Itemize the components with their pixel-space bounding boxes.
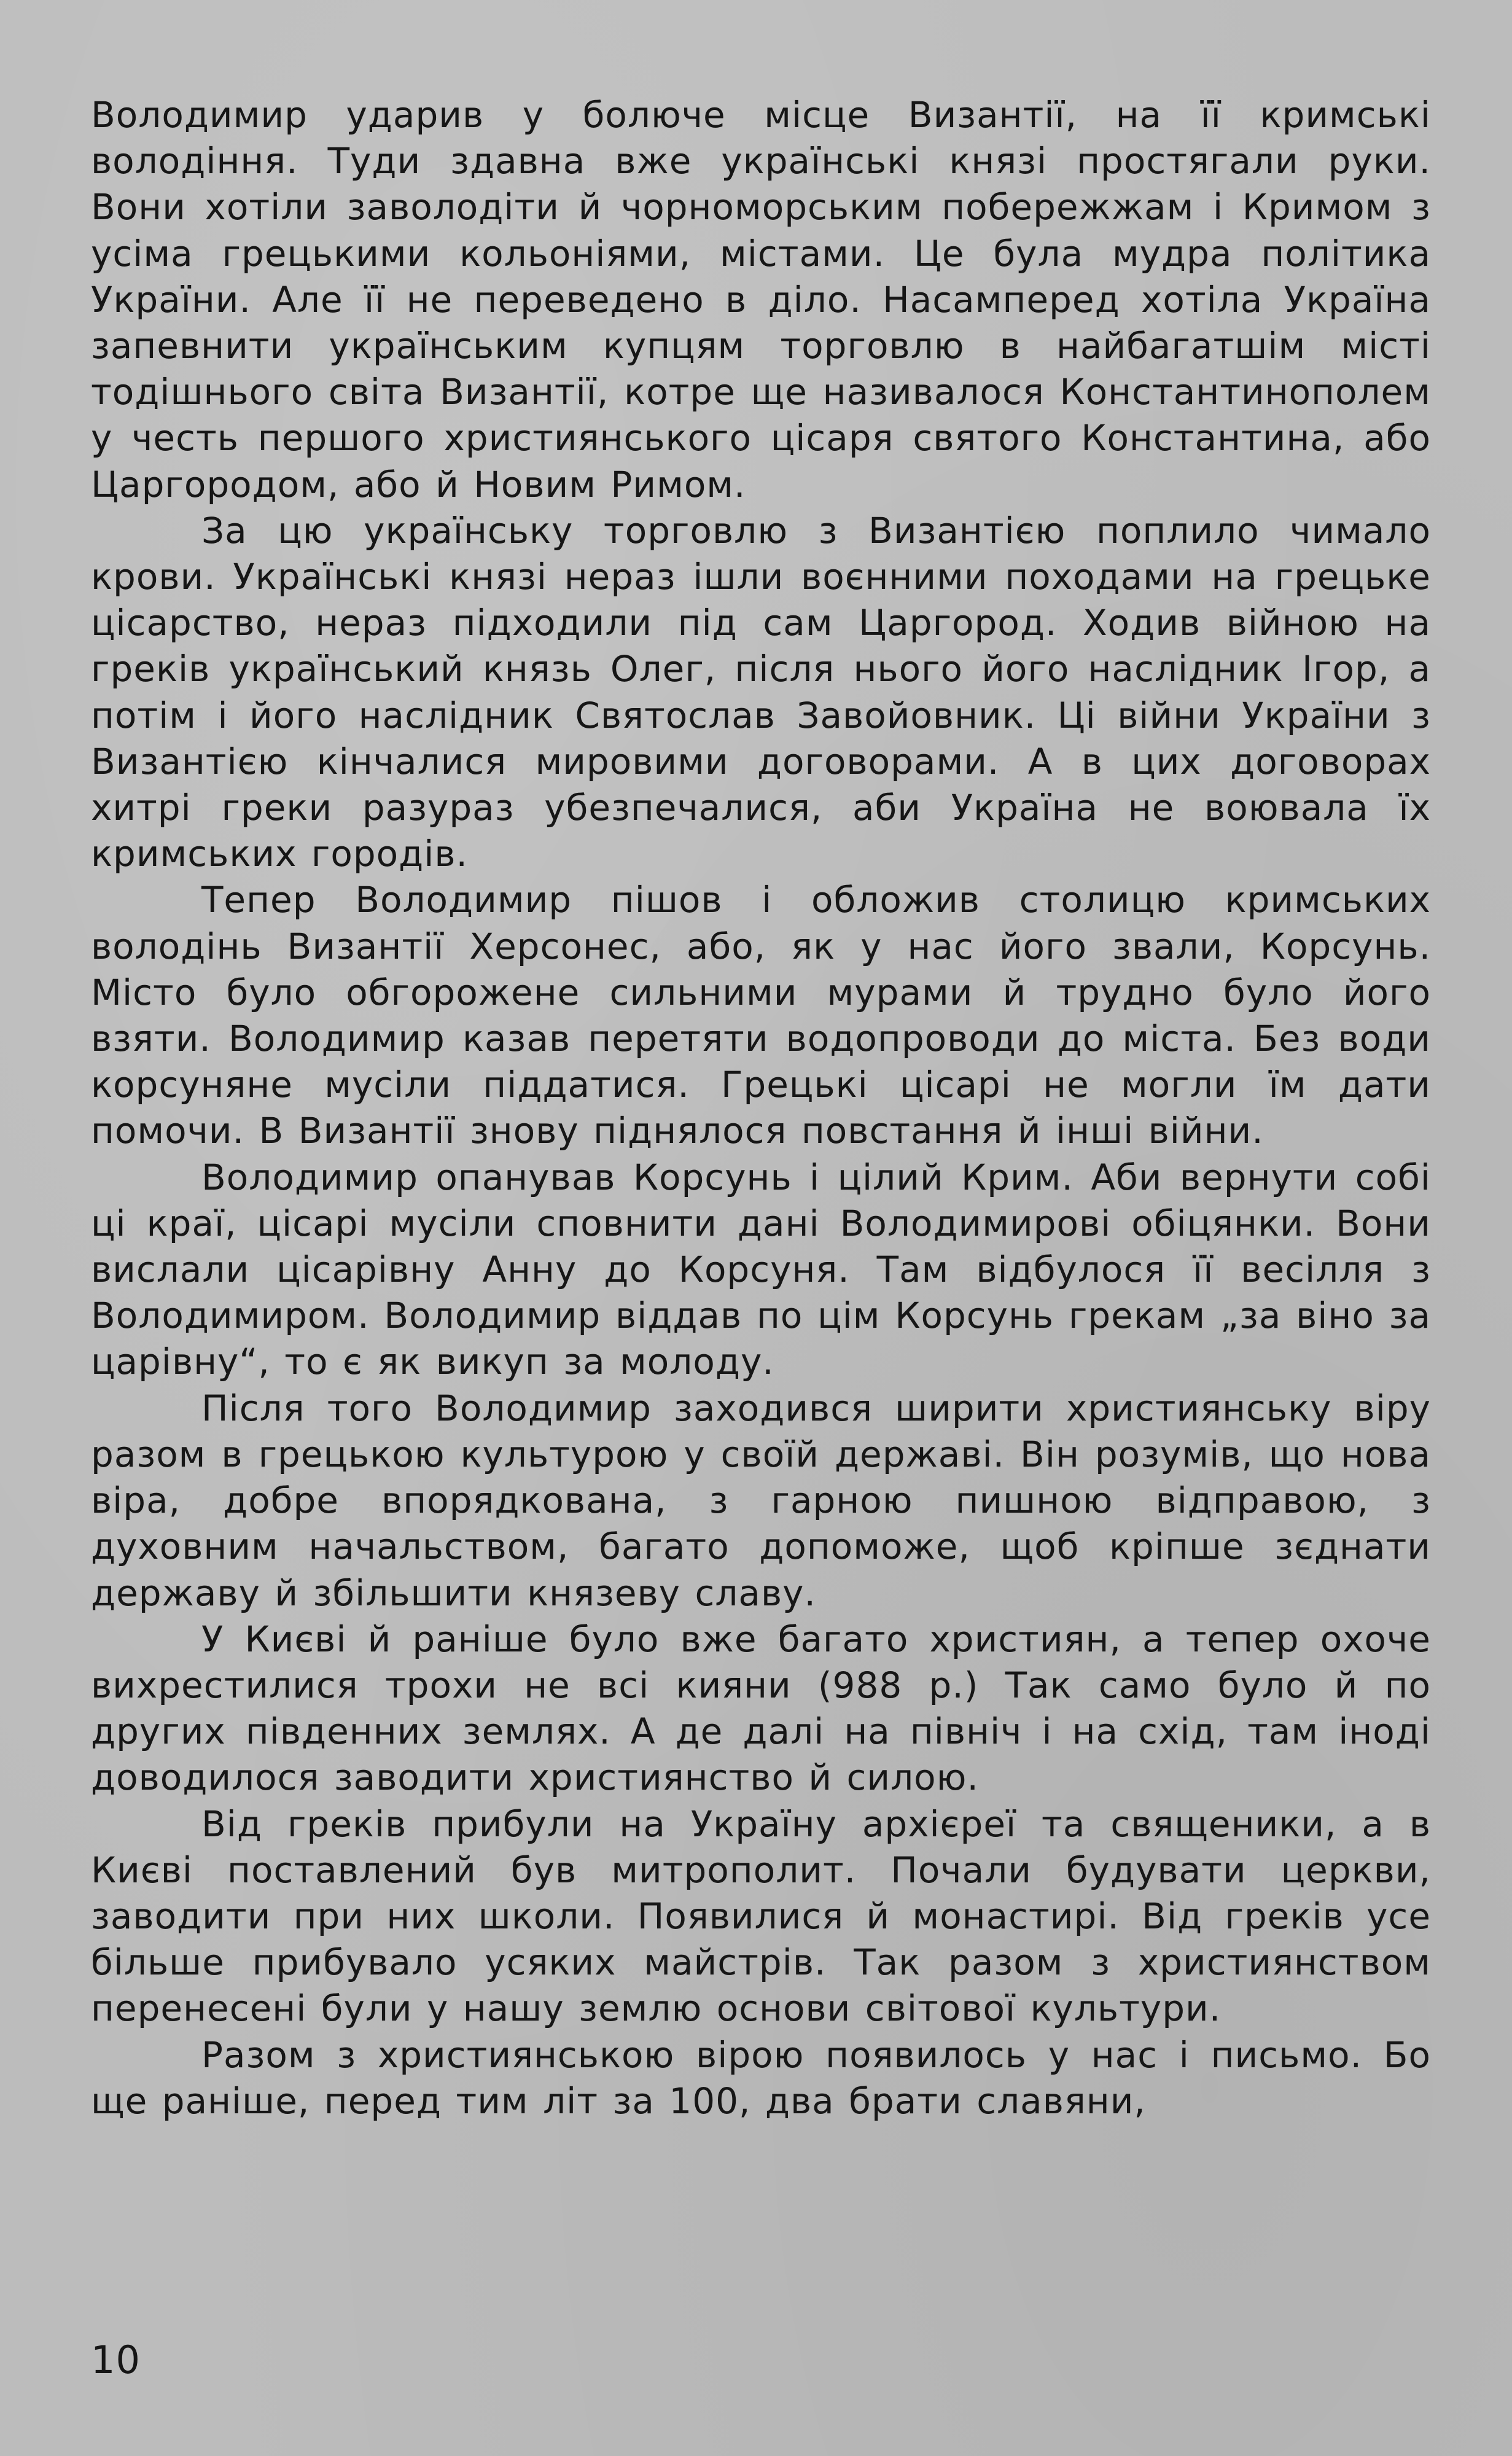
paragraph-4: Володимир опанував Корсунь і цілий Крим. Аби вернути собі ці краї, цісарі мусіли сповнити дані Володимирові обіцянки. Вони вислали цісарівну Анну до Корсуня. Там відбулося її весілля з Володимиром. Володимир віддав по цім Корсунь грекам „за віно за царівну“, то є як викуп за молоду. bbox=[91, 1156, 1431, 1383]
paragraph-5: Після того Володимир заходився ширити християнську віру разом в грецькою культурою у своїй державі. Він розумів, що нова віра, добре впорядкована, з гарною пишною відправою, з духовним начальством, багато допоможе, щоб кріпше зєднати державу й збільшити князеву славу. bbox=[91, 1387, 1431, 1614]
paragraph-2: За цю українську торговлю з Византією поплило чимало крови. Українські князі нераз ішли воєнними походами на грецьке цісарство, нераз підходили під сам Царгород. Ходив війною на греків український князь Олег, після нього його наслідник Ігор, а потім і його наслідник Святослав Завойовник. Ці війни України з Византією кінчалися мировими договорами. А в цих договорах хитрі греки разураз убезпечалися, аби Україна не воювала їх кримських городів. bbox=[91, 509, 1431, 875]
page-number: 10 bbox=[91, 2337, 141, 2382]
paragraph-8: Разом з християнською вірою появилось у нас і письмо. Бо ще раніше, перед тим літ за 100, два брати славяни, bbox=[91, 2033, 1431, 2122]
paragraph-1: Володимир ударив у болюче місце Византії, на її кримські володіння. Туди здавна вже українські князі простягали руки. Вони хотіли заволодіти й чорноморським побережжам і Кримом з усіма грецькими кольоніями, містами. Це була мудра політика України. Але її не переведено в діло. Насамперед хотіла Україна запевнити українським купцям торговлю в найбагатшім місті тодішнього світа Византії, котре ще називалося Константинополем у честь першого християнського цісаря святого Константина, або Царгородом, або й Новим Римом. bbox=[91, 94, 1431, 505]
body-text bbox=[91, 92, 1431, 2124]
paragraph-3: Тепер Володимир пішов і обложив столицю кримських володінь Византії Херсонес, або, як у нас його звали, Корсунь. Місто було обгорожене сильними мурами й трудно було його взяти. Володимир казав перетяти водопроводи до міста. Без води корсуняне мусіли піддатися. Грецькі цісарі не могли їм дати помочи. В Византії знову піднялося повстання й інші війни. bbox=[91, 879, 1431, 1152]
paragraph-6: У Києві й раніше було вже багато християн, а тепер охоче вихрестилися трохи не всі кияни (988 р.) Так само було й по других південних землях. А де далі на північ і на схід, там іноді доводилося заводити християнство й силою. bbox=[91, 1618, 1431, 1799]
paragraph-7: Від греків прибули на Україну архієреї та священики, а в Києві поставлений був митрополит. Почали будувати церкви, заводити при них школи. Появилися й монастирі. Від греків усе більше прибувало усяких майстрів. Так разом з християнством перенесені були у нашу землю основи світової культури. bbox=[91, 1803, 1431, 2030]
